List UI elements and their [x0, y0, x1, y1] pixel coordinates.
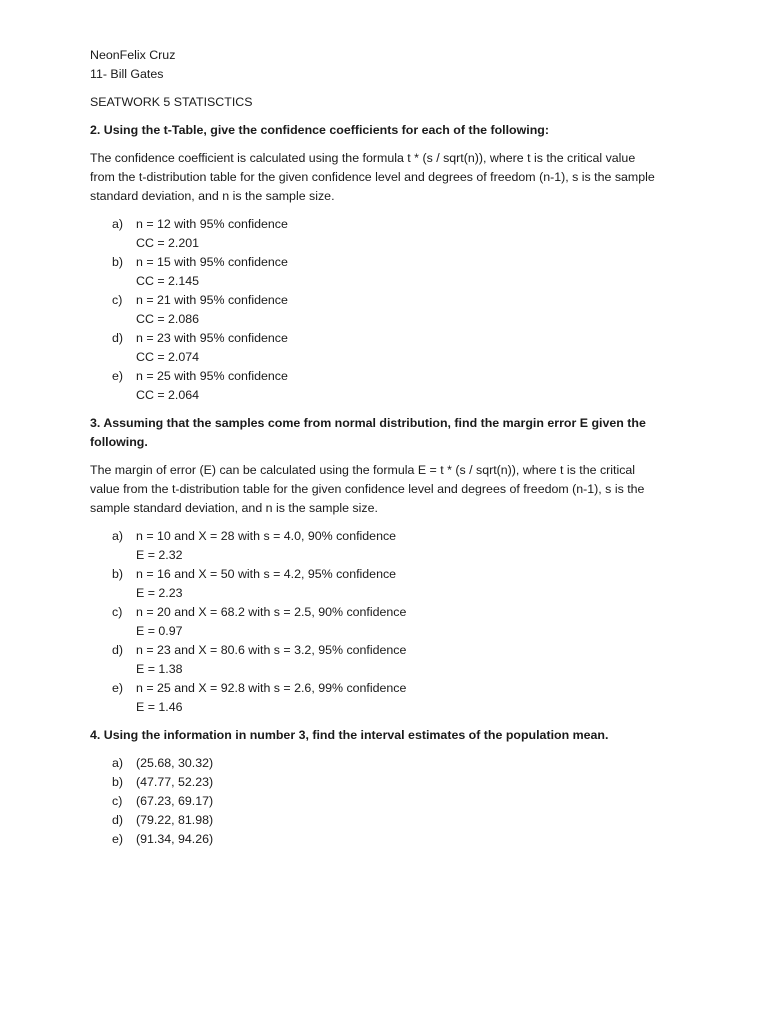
list-item — [90, 527, 690, 565]
list-item — [90, 811, 690, 830]
list-marker: b) — [112, 255, 124, 269]
spacer — [90, 717, 690, 726]
student-section: 11- Bill Gates — [90, 67, 164, 81]
list-marker: e) — [112, 832, 124, 846]
item-answer: (67.23, 69.17) — [136, 794, 214, 808]
q3-paragraph-line: sample standard deviation, and n is the sample size. — [90, 501, 378, 515]
item-answer: (47.77, 52.23) — [136, 775, 214, 789]
list-item — [90, 291, 690, 329]
list-item — [90, 792, 690, 811]
spacer — [90, 140, 690, 149]
list-item — [90, 773, 690, 792]
item-question: n = 23 and X = 80.6 with s = 3.2, 95% confidence — [136, 643, 407, 657]
item-answer: CC = 2.086 — [136, 312, 200, 326]
item-question: n = 12 with 95% confidence — [136, 217, 288, 231]
list-item — [90, 253, 690, 291]
item-question: n = 23 with 95% confidence — [136, 331, 288, 345]
list-marker: c) — [112, 293, 123, 307]
item-answer: E = 2.23 — [136, 586, 183, 600]
student-name: NeonFelix Cruz — [90, 48, 176, 62]
list-item — [90, 215, 690, 253]
item-answer: CC = 2.064 — [136, 388, 200, 402]
q3-heading-line: following. — [90, 435, 148, 449]
q3-paragraph-line: The margin of error (E) can be calculated using the formula E = t * (s / sqrt(n)), where t is the critical — [90, 463, 636, 477]
spacer — [90, 112, 690, 121]
item-question: n = 15 with 95% confidence — [136, 255, 288, 269]
item-answer: CC = 2.145 — [136, 274, 200, 288]
q2-list — [90, 215, 690, 405]
list-marker: d) — [112, 643, 124, 657]
list-marker: c) — [112, 794, 123, 808]
q2-heading: 2. Using the t-Table, give the confidence coefficients for each of the following: — [90, 123, 549, 137]
list-marker: b) — [112, 775, 124, 789]
q3-list — [90, 527, 690, 717]
item-question: n = 25 with 95% confidence — [136, 369, 288, 383]
q3-heading-line: 3. Assuming that the samples come from normal distribution, find the margin error E given the — [90, 416, 646, 430]
document-content — [90, 46, 690, 849]
item-answer: (25.68, 30.32) — [136, 756, 214, 770]
spacer — [90, 518, 690, 527]
item-answer: CC = 2.074 — [136, 350, 200, 364]
item-answer: E = 2.32 — [136, 548, 183, 562]
item-question: n = 21 with 95% confidence — [136, 293, 288, 307]
item-question: n = 25 and X = 92.8 with s = 2.6, 99% confidence — [136, 681, 407, 695]
item-answer: CC = 2.201 — [136, 236, 200, 250]
q4-list — [90, 754, 690, 849]
item-question: n = 16 and X = 50 with s = 4.2, 95% confidence — [136, 567, 397, 581]
document-title: SEATWORK 5 STATISCTICS — [90, 95, 253, 109]
item-answer: (91.34, 94.26) — [136, 832, 214, 846]
spacer — [90, 206, 690, 215]
list-marker: a) — [112, 217, 124, 231]
item-answer: E = 0.97 — [136, 624, 183, 638]
item-question: n = 10 and X = 28 with s = 4.0, 90% confidence — [136, 529, 397, 543]
q3-paragraph-line: value from the t-distribution table for the given confidence level and degrees of freedom (n-1), s is the — [90, 482, 645, 496]
list-marker: a) — [112, 529, 124, 543]
item-answer: (79.22, 81.98) — [136, 813, 214, 827]
q2-paragraph — [90, 149, 680, 206]
list-marker: e) — [112, 681, 124, 695]
q2-paragraph-line: The confidence coefficient is calculated using the formula t * (s / sqrt(n)), where t is the critical value — [90, 151, 636, 165]
list-marker: d) — [112, 331, 124, 345]
list-item — [90, 603, 690, 641]
spacer — [90, 405, 690, 414]
item-answer: E = 1.38 — [136, 662, 183, 676]
list-item — [90, 830, 690, 849]
q4-heading: 4. Using the information in number 3, find the interval estimates of the population mean. — [90, 728, 609, 742]
q2-paragraph-line: from the t-distribution table for the given confidence level and degrees of freedom (n-1), s is the sample — [90, 170, 655, 184]
q3-paragraph — [90, 461, 680, 518]
list-item — [90, 754, 690, 773]
q3-heading — [90, 414, 690, 452]
list-marker: e) — [112, 369, 124, 383]
q2-paragraph-line: standard deviation, and n is the sample size. — [90, 189, 335, 203]
list-item — [90, 367, 690, 405]
list-marker: b) — [112, 567, 124, 581]
spacer — [90, 84, 690, 93]
list-item — [90, 329, 690, 367]
list-marker: c) — [112, 605, 123, 619]
item-question: n = 20 and X = 68.2 with s = 2.5, 90% confidence — [136, 605, 407, 619]
list-marker: d) — [112, 813, 124, 827]
spacer — [90, 745, 690, 754]
list-marker: a) — [112, 756, 124, 770]
list-item — [90, 641, 690, 679]
list-item — [90, 565, 690, 603]
spacer — [90, 452, 690, 461]
list-item — [90, 679, 690, 717]
item-answer: E = 1.46 — [136, 700, 183, 714]
